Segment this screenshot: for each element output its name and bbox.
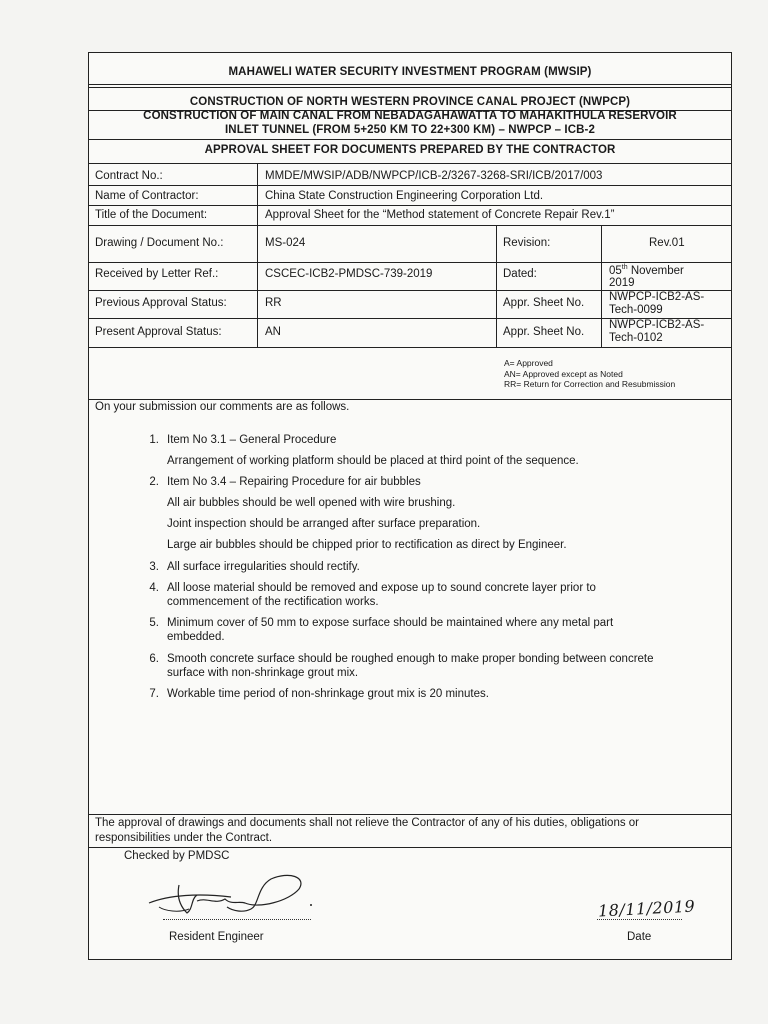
contractor-label: Name of Contractor: [95, 190, 199, 202]
document-title-label: Title of the Document: [95, 209, 208, 221]
sheet-title: APPROVAL SHEET FOR DOCUMENTS PREPARED BY THE CONTRACTOR [204, 144, 616, 156]
list-item-detail: Joint inspection should be arranged after surface preparation. [167, 518, 481, 530]
dated-value: 05th November 2019 [609, 264, 684, 289]
revision-label: Revision: [503, 237, 551, 249]
present-status-value: AN [265, 326, 281, 338]
date-label: Date [627, 931, 652, 943]
drawing-label: Drawing / Document No.: [95, 237, 224, 249]
present-status-label: Present Approval Status: [95, 326, 222, 338]
comments-intro: On your submission our comments are as follows. [95, 401, 350, 413]
disclaimer: The approval of drawings and documents shall not relieve the Contractor of any of his duties, obligations or responsibilities under the Contract. [95, 817, 640, 844]
contract-value: MMDE/MWSIP/ADB/NWPCP/ICB-2/3267-3268-SRI/ICB/2017/003 [265, 170, 603, 182]
list-item-detail: Arrangement of working platform should be placed at third point of the sequence. [167, 455, 579, 467]
program-title: MAHAWELI WATER SECURITY INVESTMENT PROGRAM (MWSIP) [228, 66, 592, 78]
handwritten-date: 18/11/2019 [597, 896, 696, 921]
legend [504, 358, 675, 390]
contract-label: Contract No.: [95, 170, 163, 182]
drawing-value: MS-024 [265, 237, 306, 249]
resident-engineer-label: Resident Engineer [169, 931, 264, 943]
legend-return: RR= Return for Correction and Resubmission [504, 379, 676, 389]
list-item-detail: All air bubbles should be well opened with wire brushing. [167, 497, 456, 509]
approval-sheet: MAHAWELI WATER SECURITY INVESTMENT PROGRAM (MWSIP) CONSTRUCTION OF NORTH WESTERN PROVINCE CANAL PROJECT (NWPCP) CONSTRUCTION OF MAIN CANAL FROM NEBADAGAHAWATTA TO MAHAKITHULA RESERVOIR INLET TUNNEL (FROM 5+250 KM TO 22+300 KM) – NWPCP – ICB-2 APPROVAL SHEET FOR DOCUMENTS PREPARED BY THE CONTRACTOR Contract No.: MMDE/MWSIP/ADB/NWPCP/ICB-2/3267-3268-SRI/ICB/2017/003 Name of Contractor: China State Construction Engineering Corporation Ltd. Title of the Document: Approval Sheet for the “Method statement of Concrete Repair Rev.1” Drawing / Document No.: MS-024 Revision: Rev.01 Received by Letter Ref.: CSCEC-ICB2-PMDSC-739-2019 Dated: 05th November 2019 Previous Approval Status: RR Appr. Sheet No. NWPCP-ICB2-AS- Tech-0099 Present Approval Status: AN Appr. Sheet No. NWPCP-ICB2-AS- Tech-0102 A= Approved AN= Approved except as Noted RR= Return for Correction and Resubmission On your submission our comments are as follows. 1. Item No 3.1 – General Procedure Arrangement of working platform should be placed at third point of the sequence. 2. Item No 3.4 – Repairing Procedure for air bubbles All air bubbles should be well opened with wire brushing. Joint inspection should be arranged after surface preparation. Large air bubbles should be chipped prior to rectification as direct by Engineer. 3. All surface irregularities should rectify. 4. All loose material should be removed and expose up to sound concrete layer prior to commencement of the rectification works. 5. Minimum cover of 50 mm to expose surface should be maintained where any metal part embedded. 6. Smooth concrete surface should be roughed enough to make proper bonding between concrete surface with non-shrinkage grout mix. 7. Workable time period of non-shrinkage grout mix is 20 minutes. The approval of drawings and documents shall not relieve the Contractor of any of his duties, obligations or responsibilities under the Contract. Checked by PMDSC Resident Engineer 18/11/2019 Date [88, 52, 732, 960]
previous-status-value: RR [265, 297, 282, 309]
work-title-line1: CONSTRUCTION OF MAIN CANAL FROM NEBADAGAHAWATTA TO MAHAKITHULA RESERVOIR [143, 110, 677, 122]
contractor-value: China State Construction Engineering Corporation Ltd. [265, 190, 544, 202]
dated-label: Dated: [503, 268, 537, 280]
present-sheet-label: Appr. Sheet No. [503, 326, 585, 338]
previous-sheet-value: NWPCP-ICB2-AS- Tech-0099 [609, 291, 705, 316]
letter-ref-label: Received by Letter Ref.: [95, 268, 219, 280]
document-title-value: Approval Sheet for the “Method statement of Concrete Repair Rev.1” [265, 209, 615, 221]
present-sheet-value: NWPCP-ICB2-AS- Tech-0102 [609, 319, 705, 344]
legend-approved: A= Approved [504, 358, 553, 368]
revision-value: Rev.01 [649, 237, 685, 249]
list-item-detail: Large air bubbles should be chipped prior to rectification as direct by Engineer. [167, 539, 567, 551]
legend-approved-noted: AN= Approved except as Noted [504, 368, 623, 379]
checked-by-label: Checked by PMDSC [124, 850, 230, 862]
letter-ref-value: CSCEC-ICB2-PMDSC-739-2019 [265, 268, 433, 280]
signature [139, 865, 339, 925]
previous-sheet-label: Appr. Sheet No. [503, 297, 585, 309]
project-title: CONSTRUCTION OF NORTH WESTERN PROVINCE CANAL PROJECT (NWPCP) [189, 96, 631, 108]
work-title-line2: INLET TUNNEL (FROM 5+250 KM TO 22+300 KM) – NWPCP – ICB-2 [225, 124, 595, 136]
previous-status-label: Previous Approval Status: [95, 297, 227, 309]
